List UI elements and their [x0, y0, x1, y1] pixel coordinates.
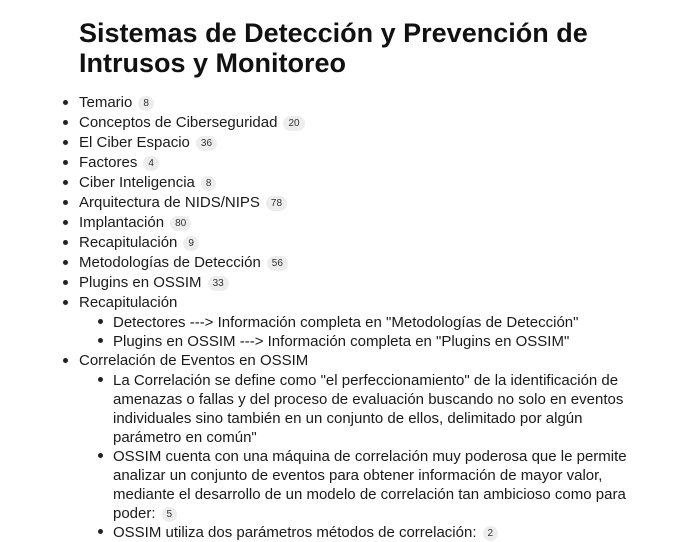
outline-sublist [79, 371, 672, 542]
child-count-badge[interactable]: 20 [283, 116, 304, 131]
outline-item-recapitulacion[interactable] [0, 233, 696, 253]
outline-subitem[interactable] [79, 313, 672, 332]
child-count-badge[interactable]: 36 [196, 136, 217, 151]
outline-subitem[interactable] [79, 332, 672, 351]
outline-item-arquitectura[interactable] [0, 193, 696, 213]
outline-item-implantacion[interactable] [0, 213, 696, 233]
outline-subitem[interactable] [79, 371, 672, 447]
outline-subitem[interactable] [79, 523, 672, 542]
outline-subitem-label[interactable]: Plugins en OSSIM ---> Información completa en "Plugins en OSSIM" [113, 333, 570, 350]
child-count-badge[interactable]: 56 [267, 256, 288, 271]
outline-item-label[interactable]: Conceptos de Ciberseguridad [79, 114, 278, 131]
outline-item-factores[interactable] [0, 153, 696, 173]
outline-item-recapitulacion-expanded[interactable] [0, 293, 696, 351]
child-count-badge[interactable]: 2 [483, 526, 499, 541]
outline-subitem[interactable] [79, 447, 672, 523]
outline-subitem-label[interactable]: OSSIM utiliza dos parámetros métodos de correlación: [113, 524, 477, 541]
outline-list [0, 93, 696, 542]
outline-item-temario[interactable] [0, 93, 696, 113]
outline-subitem-label[interactable]: OSSIM cuenta con una máquina de correlación muy poderosa que le permite analizar un conjunto de eventos para obtener información de mayor valor, mediante el desarrollo de un modelo de correlación tan ambicioso como para poder: [113, 448, 627, 522]
outline-item-label[interactable]: Arquitectura de NIDS/NIPS [79, 194, 260, 211]
child-count-badge[interactable]: 8 [201, 176, 217, 191]
outline-item-plugins[interactable] [0, 273, 696, 293]
outline-item-ciber-inteligencia[interactable] [0, 173, 696, 193]
outline-item-label[interactable]: El Ciber Espacio [79, 134, 190, 151]
outline-item-label[interactable]: Factores [79, 154, 138, 171]
outline-subitem-label[interactable]: Detectores ---> Información completa en "Metodologías de Detección" [113, 314, 579, 331]
outline-item-label[interactable]: Ciber Inteligencia [79, 174, 195, 191]
outline-item-label[interactable]: Correlación de Eventos en OSSIM [79, 352, 309, 369]
outline-item-label[interactable]: Recapitulación [79, 234, 178, 251]
child-count-badge[interactable]: 4 [143, 156, 159, 171]
outline-item-conceptos[interactable] [0, 113, 696, 133]
outline-item-label[interactable]: Implantación [79, 214, 165, 231]
outline-sublist [79, 313, 672, 351]
page-title: Sistemas de Detección y Prevención de Intrusos y Monitoreo [79, 18, 588, 78]
child-count-badge[interactable]: 33 [208, 276, 229, 291]
outline-item-ciber-espacio[interactable] [0, 133, 696, 153]
child-count-badge[interactable]: 5 [162, 507, 178, 522]
child-count-badge[interactable]: 8 [138, 96, 154, 111]
outline-subitem-label[interactable]: La Correlación se define como "el perfeccionamiento" de la identificación de amenazas o fallas y del proceso de evaluación buscando no solo en eventos individuales sino también en un conjunto de ellos, delimitado por algún parámetro en común" [113, 372, 624, 446]
child-count-badge[interactable]: 78 [266, 196, 287, 211]
outline-item-label[interactable]: Metodologías de Detección [79, 254, 261, 271]
outline-item-metodologias[interactable] [0, 253, 696, 273]
child-count-badge[interactable]: 80 [170, 216, 191, 231]
outline-item-label[interactable]: Temario [79, 94, 133, 111]
child-count-badge[interactable]: 9 [183, 236, 199, 251]
outline-item-label[interactable]: Plugins en OSSIM [79, 274, 202, 291]
outline-item-label[interactable]: Recapitulación [79, 294, 178, 311]
outline-item-correlacion[interactable] [0, 351, 696, 542]
